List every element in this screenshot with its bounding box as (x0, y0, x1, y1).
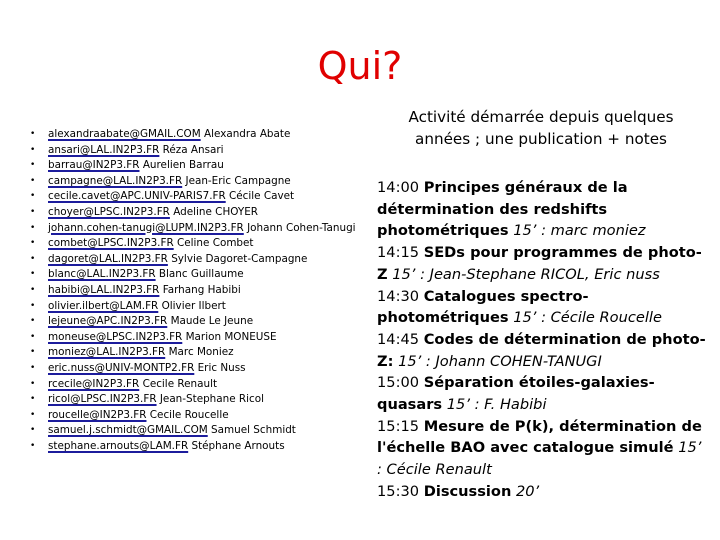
email-link[interactable]: johann.cohen-tanugi@LUPM.IN2P3.FR (48, 221, 244, 234)
slot-topic: Mesure de P(k), détermination de l'échelle BAO avec catalogue simulé (377, 417, 702, 457)
slot-speaker: 20’ (515, 482, 540, 500)
program-slot (377, 242, 707, 285)
email-link[interactable]: moneuse@LPSC.IN2P3.FR (48, 330, 183, 343)
participant-name: Réza Ansari (162, 143, 224, 156)
email-link[interactable]: olivier.ilbert@LAM.FR (48, 299, 159, 312)
program-slot (377, 416, 707, 481)
list-item (30, 361, 380, 377)
participant-name: Jean-Stephane Ricol (159, 393, 264, 406)
participant-list (30, 127, 380, 454)
slot-topic: Discussion (423, 482, 512, 500)
bullet-icon: • (30, 160, 36, 171)
email-link[interactable]: barrau@IN2P3.FR (48, 159, 140, 172)
participant-name: Marion MONEUSE (185, 330, 277, 343)
participant-entry (48, 236, 254, 251)
participant-entry (48, 127, 290, 142)
bullet-icon: • (30, 144, 36, 155)
intro-text: Activité démarrée depuis quelques années ; une publication + notes (408, 108, 674, 148)
participant-entry (48, 267, 244, 282)
participant-entry (48, 221, 356, 236)
list-item (30, 283, 380, 299)
list-item (30, 439, 380, 455)
program-slot (377, 329, 707, 372)
participant-entry (48, 283, 241, 298)
email-link[interactable]: habibi@LAL.IN2P3.FR (48, 283, 160, 296)
list-item (30, 392, 380, 408)
list-item (30, 408, 380, 424)
bullet-icon: • (30, 191, 36, 202)
program-slot (377, 177, 707, 242)
list-item (30, 345, 380, 361)
participant-name: Farhang Habibi (162, 283, 241, 296)
email-link[interactable]: alexandraabate@GMAIL.COM (48, 128, 201, 140)
bullet-icon: • (30, 238, 36, 249)
bullet-icon: • (30, 362, 36, 373)
bullet-icon: • (30, 394, 36, 405)
participant-entry (48, 189, 294, 204)
email-link[interactable]: eric.nuss@UNIV-MONTP2.FR (48, 361, 195, 374)
participant-entry (48, 174, 291, 189)
list-item (30, 236, 380, 252)
list-item (30, 158, 380, 174)
program-slot (377, 372, 707, 415)
email-link[interactable]: lejeune@APC.IN2P3.FR (48, 315, 168, 328)
slot-speaker: 15’ : marc moniez (513, 222, 646, 240)
bullet-icon: • (30, 440, 36, 451)
participant-name: Olivier Ilbert (161, 299, 226, 312)
slot-time: 14:45 (377, 330, 420, 348)
participant-name: Cecile Renault (142, 377, 218, 390)
bullet-icon: • (30, 253, 36, 264)
participant-name: Adeline CHOYER (173, 205, 258, 218)
participant-name: Johann Cohen-Tanugi (247, 221, 356, 234)
email-link[interactable]: ricol@LPSC.IN2P3.FR (48, 393, 157, 406)
list-item (30, 205, 380, 221)
slot-time: 14:15 (377, 244, 420, 262)
participant-name: Stéphane Arnouts (191, 439, 285, 452)
email-link[interactable]: moniez@LAL.IN2P3.FR (48, 346, 166, 359)
participant-entry (48, 205, 258, 220)
page-title: Qui? (317, 44, 403, 88)
participant-entry (48, 408, 229, 423)
bullet-icon: • (30, 175, 36, 186)
bullet-icon: • (30, 409, 36, 420)
participant-entry (48, 361, 246, 376)
participant-name: Marc Moniez (168, 346, 234, 359)
bullet-icon: • (30, 269, 36, 280)
participant-entry (48, 158, 224, 173)
bullet-icon: • (30, 284, 36, 295)
program-slot (377, 286, 707, 329)
list-item (30, 143, 380, 159)
bullet-icon: • (30, 425, 36, 436)
participant-name: Sylvie Dagoret-Campagne (171, 252, 308, 265)
list-item (30, 252, 380, 268)
bullet-icon: • (30, 316, 36, 327)
email-link[interactable]: ansari@LAL.IN2P3.FR (48, 143, 160, 156)
bullet-icon: • (30, 206, 36, 217)
list-item (30, 377, 380, 393)
participant-entry (48, 330, 277, 345)
list-item (30, 174, 380, 190)
bullet-icon: • (30, 347, 36, 358)
email-link[interactable]: campagne@LAL.IN2P3.FR (48, 174, 183, 187)
list-item (30, 267, 380, 283)
program-slot (377, 481, 707, 503)
list-item (30, 314, 380, 330)
participant-name: Celine Combet (177, 237, 254, 250)
participant-name: Eric Nuss (197, 361, 246, 374)
participant-entry (48, 423, 296, 438)
participant-name: Jean-Eric Campagne (185, 174, 291, 187)
email-link[interactable]: dagoret@LAL.IN2P3.FR (48, 252, 168, 265)
participant-entry (48, 439, 285, 454)
participant-entry (48, 143, 224, 158)
list-item (30, 299, 380, 315)
list-item (30, 423, 380, 439)
bullet-icon: • (30, 129, 36, 139)
list-item (30, 127, 380, 143)
participant-name: Cécile Cavet (229, 190, 295, 203)
email-link[interactable]: roucelle@IN2P3.FR (48, 408, 147, 421)
slot-time: 15:15 (377, 417, 420, 435)
slot-speaker: 15’ : Cécile Renault (377, 439, 702, 479)
program-schedule (377, 177, 707, 503)
slot-speaker: 15’ : Jean-Stephane RICOL, Eric nuss (392, 265, 660, 283)
bullet-icon: • (30, 300, 36, 311)
bullet-icon: • (30, 378, 36, 389)
participant-entry (48, 252, 307, 267)
bullet-icon: • (30, 222, 36, 233)
participant-entry (48, 299, 226, 314)
slot-topic: Catalogues spectro-photométriques (377, 287, 589, 327)
list-item (30, 330, 380, 346)
participant-name: Maude Le Jeune (170, 315, 254, 328)
email-link[interactable]: cecile.cavet@APC.UNIV-PARIS7.FR (48, 190, 226, 203)
email-link[interactable]: stephane.arnouts@LAM.FR (48, 439, 189, 452)
participant-entry (48, 345, 234, 360)
list-item (30, 189, 380, 205)
slot-time: 14:30 (377, 287, 420, 305)
participant-name: Aurelien Barrau (142, 159, 224, 172)
participant-name: Blanc Guillaume (158, 268, 244, 281)
email-link[interactable]: rcecile@IN2P3.FR (48, 377, 140, 390)
participant-name: Alexandra Abate (203, 128, 291, 140)
participant-entry (48, 314, 253, 329)
participant-entry (48, 377, 217, 392)
slot-speaker: 15’ : Cécile Roucelle (513, 309, 662, 327)
participant-name: Cecile Roucelle (149, 408, 229, 421)
email-link[interactable]: combet@LPSC.IN2P3.FR (48, 237, 174, 250)
bullet-icon: • (30, 331, 36, 342)
participant-name: Samuel Schmidt (211, 424, 296, 437)
slot-topic: SEDs pour programmes de photo-Z (377, 244, 702, 283)
slot-speaker: 15’ : Johann COHEN-TANUGI (398, 352, 602, 370)
slot-topic: Codes de détermination de photo-Z: (377, 330, 706, 370)
email-link[interactable]: choyer@LPSC.IN2P3.FR (48, 205, 170, 218)
list-item (30, 221, 380, 237)
email-link[interactable]: blanc@LAL.IN2P3.FR (48, 268, 156, 281)
slot-speaker: 15’ : F. Habibi (446, 396, 547, 414)
participant-entry (48, 392, 264, 407)
slot-time: 15:00 (377, 374, 420, 392)
slot-time: 15:30 (377, 482, 420, 500)
slot-time: 14:00 (377, 179, 420, 196)
slot-topic: Principes généraux de la détermination des redshifts photométriques (377, 179, 628, 240)
email-link[interactable]: samuel.j.schmidt@GMAIL.COM (48, 424, 208, 437)
slot-topic: Séparation étoiles-galaxies-quasars (377, 374, 655, 414)
